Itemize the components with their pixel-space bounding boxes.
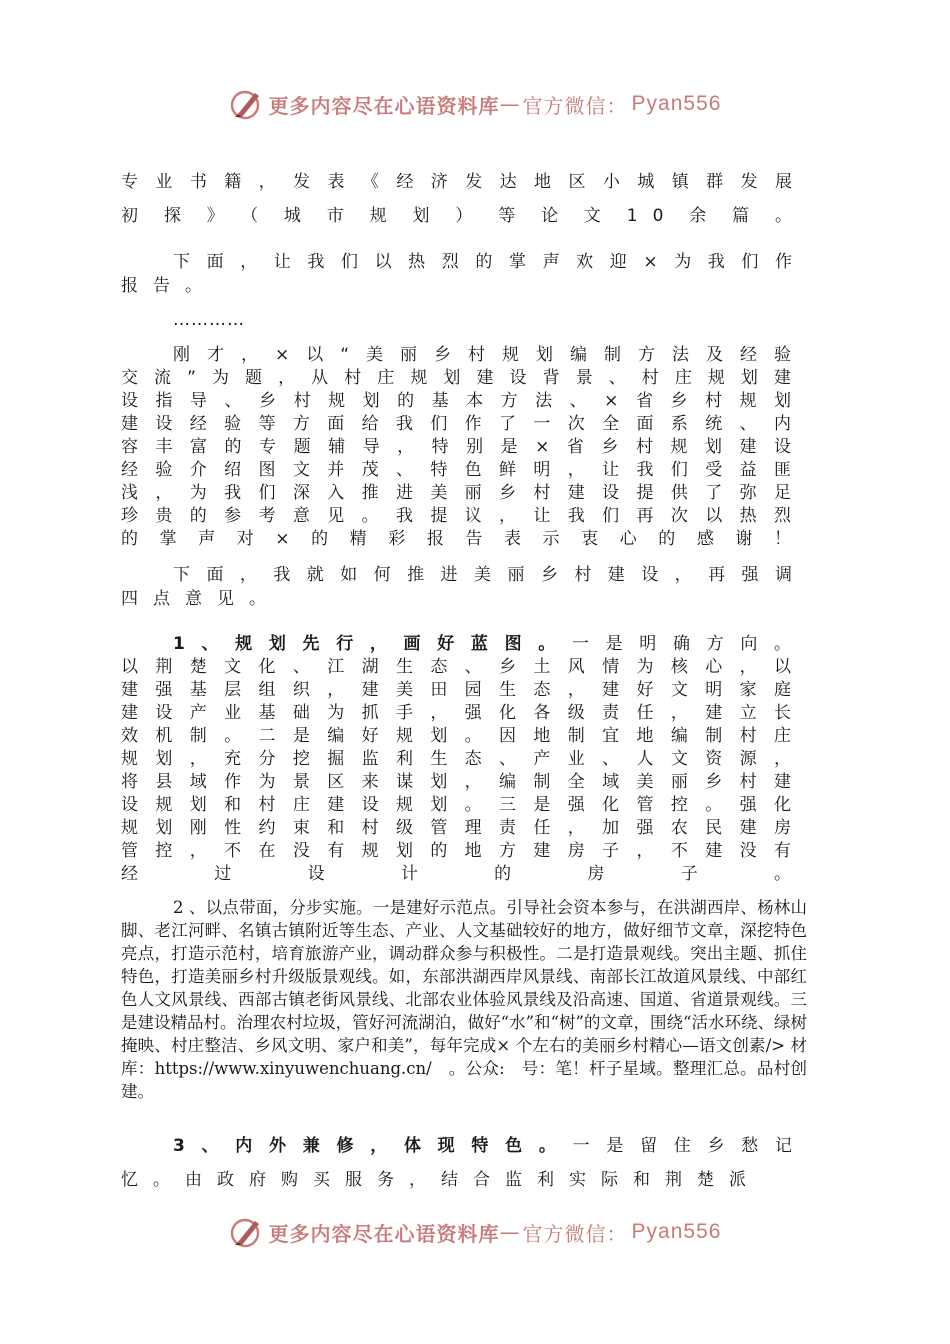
watermark-brand: 更多内容尽在心语资料库 — [268, 93, 500, 118]
section-3-body: 一是留住乡愁记忆。由政府购买服务，结合监利实际和荆楚派 — [121, 1136, 807, 1190]
section-1-title: 1、规划先行，画好蓝图。 — [173, 634, 572, 654]
paragraph-thanks: 刚才，×以“美丽乡村规划编制方法及经验交流”为题，从村庄规划建设背景、村庄规划建设指导、乡村规划的基本方法、×省乡村规划建设经验等方面给我们作了一次全面系统、内容丰富的专题辅导，特别是×省乡村规划建设经验介绍图文并茂、特色鲜明，让我们受益匪浅，为我们深入推进美丽乡村建设提供了弥足珍贵的参考意见。我提议，让我们再次以热烈的掌声对×的精彩报告表示衷心的感谢！ — [121, 345, 807, 549]
ellipsis-separator: ………… — [173, 310, 245, 330]
paragraph-welcome: 下面，让我们以热烈的掌声欢迎×为我们作报告。 — [121, 252, 807, 296]
paragraph-author-line-1: 专业书籍，发表《经济发达地区小城镇群发展 — [121, 172, 807, 192]
section-1 — [121, 633, 807, 886]
section-3-title: 3、内外兼修，体现特色。 — [173, 1136, 573, 1156]
section-3 — [121, 1129, 807, 1197]
section-2: 2 、以点带面，分步实施。一是建好示范点。引导社会资本参与，在洪湖西岸、杨林山脚、老江河畔、名镇古镇附近等生态、产业、人文基础较好的地方，做好细节文章，深挖特色亮点，打造示范村，培育旅游产业，调动群众参与积极性。二是打造景观线。突出主题、抓住特色，打造美丽乡村升级版景观线。如，东部洪湖西岸风景线、南部长江故道风景线、中部红色人文风景线、西部古镇老街风景线、北部农业体验风景线及沿高速、国道、省道景观线。三是建设精品村。治理农村垃圾，管好河流湖泊，做好“水”和“树”的文章，围绕“活水环绕、绿树掩映、村庄整洁、乡风文明、家户和美”，每年完成× 个左右的美丽乡村精心—语文创素/> 材库：https://www.xinyuwenchuang.cn/ 。公众: 号：笔！杆子星域。整理汇总。品村创建。 — [121, 898, 807, 1101]
paragraph-author-line-2: 初探》（城市规划）等论文10余篇。 — [121, 206, 807, 226]
watermark-dash: — — [499, 1220, 521, 1244]
watermark-wechat-id: Pyan556 — [631, 1220, 722, 1243]
document-body — [121, 168, 807, 1197]
watermark-brand: 更多内容尽在心语资料库 — [268, 1221, 500, 1246]
footer-watermark — [0, 1212, 950, 1252]
watermark-dash: — — [499, 92, 521, 116]
pen-logo-icon — [229, 1215, 263, 1249]
pen-logo-icon — [229, 87, 263, 121]
watermark-wechat-id: Pyan556 — [631, 92, 722, 115]
header-watermark — [0, 84, 950, 124]
watermark-wechat-label: 官方微信： — [522, 93, 628, 118]
watermark-wechat-label: 官方微信： — [522, 1221, 628, 1246]
section-1-body: 一是明确方向。以荆楚文化、江湖生态、乡土风情为核心，以建强基层组织，建美田园生态，建好文明家庭建设产业基础为抓手，强化各级责任，建立长效机制。二是编好规划。因地制宜地编制村庄规划，充分挖掘监利生态、产业、人文资源，将县域作为景区来谋划，编制全域美丽乡村建设规划和村庄建设规划。三是强化管控。强化规划刚性约束和村级管理责任，加强农民建房管控，不在没有规划的地方建房子，不建没有经过设计的房子。 — [121, 634, 808, 884]
paragraph-four-points: 下面，我就如何推进美丽乡村建设，再强调四点意见。 — [121, 565, 807, 609]
